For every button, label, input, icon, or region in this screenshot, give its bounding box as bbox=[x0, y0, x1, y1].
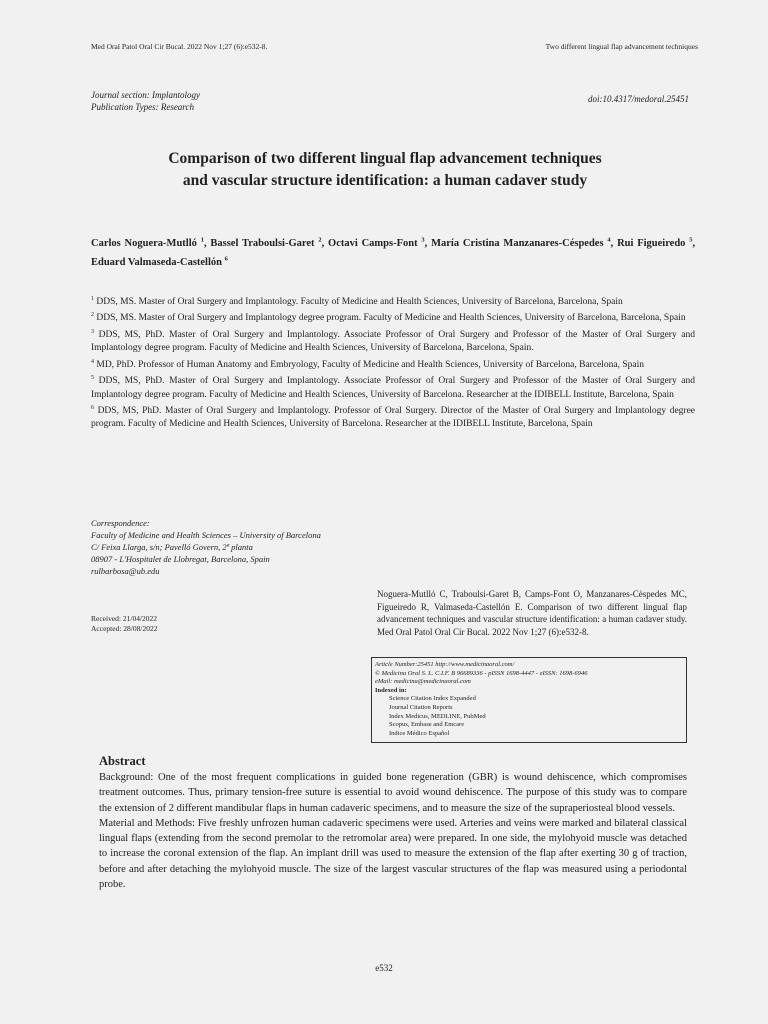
author: María Cristina Manzanares-Céspedes $^4$, bbox=[431, 236, 618, 249]
abstract-heading: Abstract bbox=[99, 754, 146, 768]
abstract-background: Background: One of the most frequent complications in guided bone regeneration (GBR) is wound dehiscence, which compromises treatment outcomes. Thus, primary tension-free suture is essential to avoid wound dehiscence. The purpose of this study was to compare the extension of 2 different mandibular flaps in human cadaveric specimens, and to measure the size of the supraperiosteal blood vessels. bbox=[99, 772, 687, 814]
affiliation: $^4$ MD, PhD. Professor of Human Anatomy and Embryology, Faculty of Medicine and Health Sciences, University of Barcelona, Barcelona, Spain bbox=[91, 358, 644, 370]
affiliation: $^2$ DDS, MS. Master of Oral Surgery and Implantology degree program. Faculty of Medicine and Health Sciences, University of Barcelona, Barcelona, Spain bbox=[91, 312, 686, 324]
doi[interactable]: doi:10.4317/medoral.25451 bbox=[588, 94, 689, 104]
correspondence-label: Correspondence: bbox=[91, 518, 150, 528]
running-header-title: Two different lingual flap advancement techniques bbox=[545, 42, 698, 51]
author: Octavi Camps-Font $^3$, bbox=[328, 236, 432, 249]
abstract-body bbox=[99, 770, 687, 892]
how-to-cite: Noguera-Mutlló C, Traboulsi-Garet B, Camps-Font O, Manzanares-Cèspedes MC, Figueiredo R, Valmaseda-Castellón E. Comparison of two different lingual flap advancement techniques and vascular structure identification: a human cadaver study. Med Oral Patol Oral Cir Bucal. 2022 Nov 1;27 (6):e532-8. bbox=[377, 589, 687, 638]
title-line-1: Comparison of two different lingual flap advancement techniques bbox=[168, 150, 602, 167]
journal-info-box bbox=[371, 657, 687, 743]
affiliation: $^6$ DDS, MS, PhD. Master of Oral Surgery and Implantology. Professor of Oral Surgery. Director of the Master of Oral Surgery and Implantology degree program. Faculty of Medicine and Health Sciences, University of Barcelona. Researcher at the IDIBELL Institute, Barcelona, Spain bbox=[91, 404, 696, 430]
correspondence-line: C/ Feixa Llarga, s/n; Pavelló Govern, 2ª planta bbox=[91, 542, 253, 552]
author: Eduard Valmaseda-Castellón $^6$ bbox=[91, 255, 228, 268]
abstract-methods: Material and Methods: Five freshly unfrozen human cadaveric specimens were used. Arteries and veins were marked and bilateral classical lingual flaps (extending from the second premolar to the retromolar area) were prepared. In one side, the mylohyoid muscle was detached to increase the coronal extension of the flap. An implant drill was used to measure the extension of the flap after exerting 30 g of traction, before and after detaching the mylohyoid muscle. The size of the largest vascular structures of the flap was measured using a periodontal probe. bbox=[99, 817, 687, 891]
publication-type: Publication Types: Research bbox=[91, 102, 194, 112]
article-meta bbox=[91, 89, 200, 113]
article-dates bbox=[91, 614, 157, 634]
index-item: Indice Médico Español bbox=[389, 729, 450, 737]
journal-section: Journal section: Implantology bbox=[91, 90, 200, 100]
affiliation: $^3$ DDS, MS, PhD. Master of Oral Surgery and Implantology. Associate Professor of Oral Surgery and Professor of the Master of Oral Surgery and Implantology degree program. Faculty of Medicine and Health Sciences, University of Barcelona, Barcelona, Spain. bbox=[91, 328, 696, 354]
indexed-label: Indexed in: bbox=[375, 686, 407, 694]
title-line-2: and vascular structure identification: a human cadaver study bbox=[182, 172, 588, 189]
received-date: Received: 21/04/2022 bbox=[91, 614, 158, 623]
index-item: Journal Citation Reports bbox=[389, 703, 453, 711]
index-item: Scopus, Embase and Emcare bbox=[389, 721, 465, 729]
journal-email: eMail: medicina@medicinaoral.com bbox=[375, 678, 471, 686]
copyright-line: © Medicina Oral S. L. C.I.F. B 96689336 - pISSN 1698-4447 - eISSN: 1698-6946 bbox=[375, 669, 588, 677]
index-item: Science Citation Index Expanded bbox=[389, 695, 476, 703]
accepted-date: Accepted: 28/08/2022 bbox=[91, 624, 158, 633]
running-header-citation: Med Oral Patol Oral Cir Bucal. 2022 Nov 1;27 (6):e532-8. bbox=[91, 42, 268, 51]
article-title bbox=[91, 148, 679, 192]
affiliations bbox=[91, 293, 695, 432]
correspondence-line: 08907 - L'Hospitalet de Llobregat, Barcelona, Spain bbox=[91, 554, 270, 564]
author-list bbox=[91, 232, 695, 270]
author: Carlos Noguera-Mutlló $^1$, bbox=[91, 236, 211, 249]
article-number: Article Number:25451 http://www.medicinaoral.com/ bbox=[375, 661, 515, 668]
correspondence-email[interactable]: rulbarbosa@ub.edu bbox=[91, 566, 160, 576]
page-number: e532 bbox=[375, 963, 393, 973]
index-item: Index Medicus, MEDLINE, PubMed bbox=[389, 712, 486, 720]
correspondence-line: Faculty of Medicine and Health Sciences – University of Barcelona bbox=[91, 530, 321, 540]
correspondence bbox=[91, 517, 321, 577]
author: Bassel Traboulsi-Garet $^2$, bbox=[210, 236, 329, 249]
affiliation: $^1$ DDS, MS. Master of Oral Surgery and Implantology. Faculty of Medicine and Health Sciences, University of Barcelona, Barcelona, Spain bbox=[91, 296, 623, 308]
affiliation: $^5$ DDS, MS, PhD. Master of Oral Surgery and Implantology. Associate Professor of Oral Surgery and Professor of the Master of Oral Surgery and Implantology degree program. Faculty of Medicine and Health Sciences, University of Barcelona. Researcher at the IDIBELL Institute, Barcelona, Spain bbox=[91, 375, 696, 400]
author: Rui Figueiredo $^5$, bbox=[617, 236, 696, 249]
